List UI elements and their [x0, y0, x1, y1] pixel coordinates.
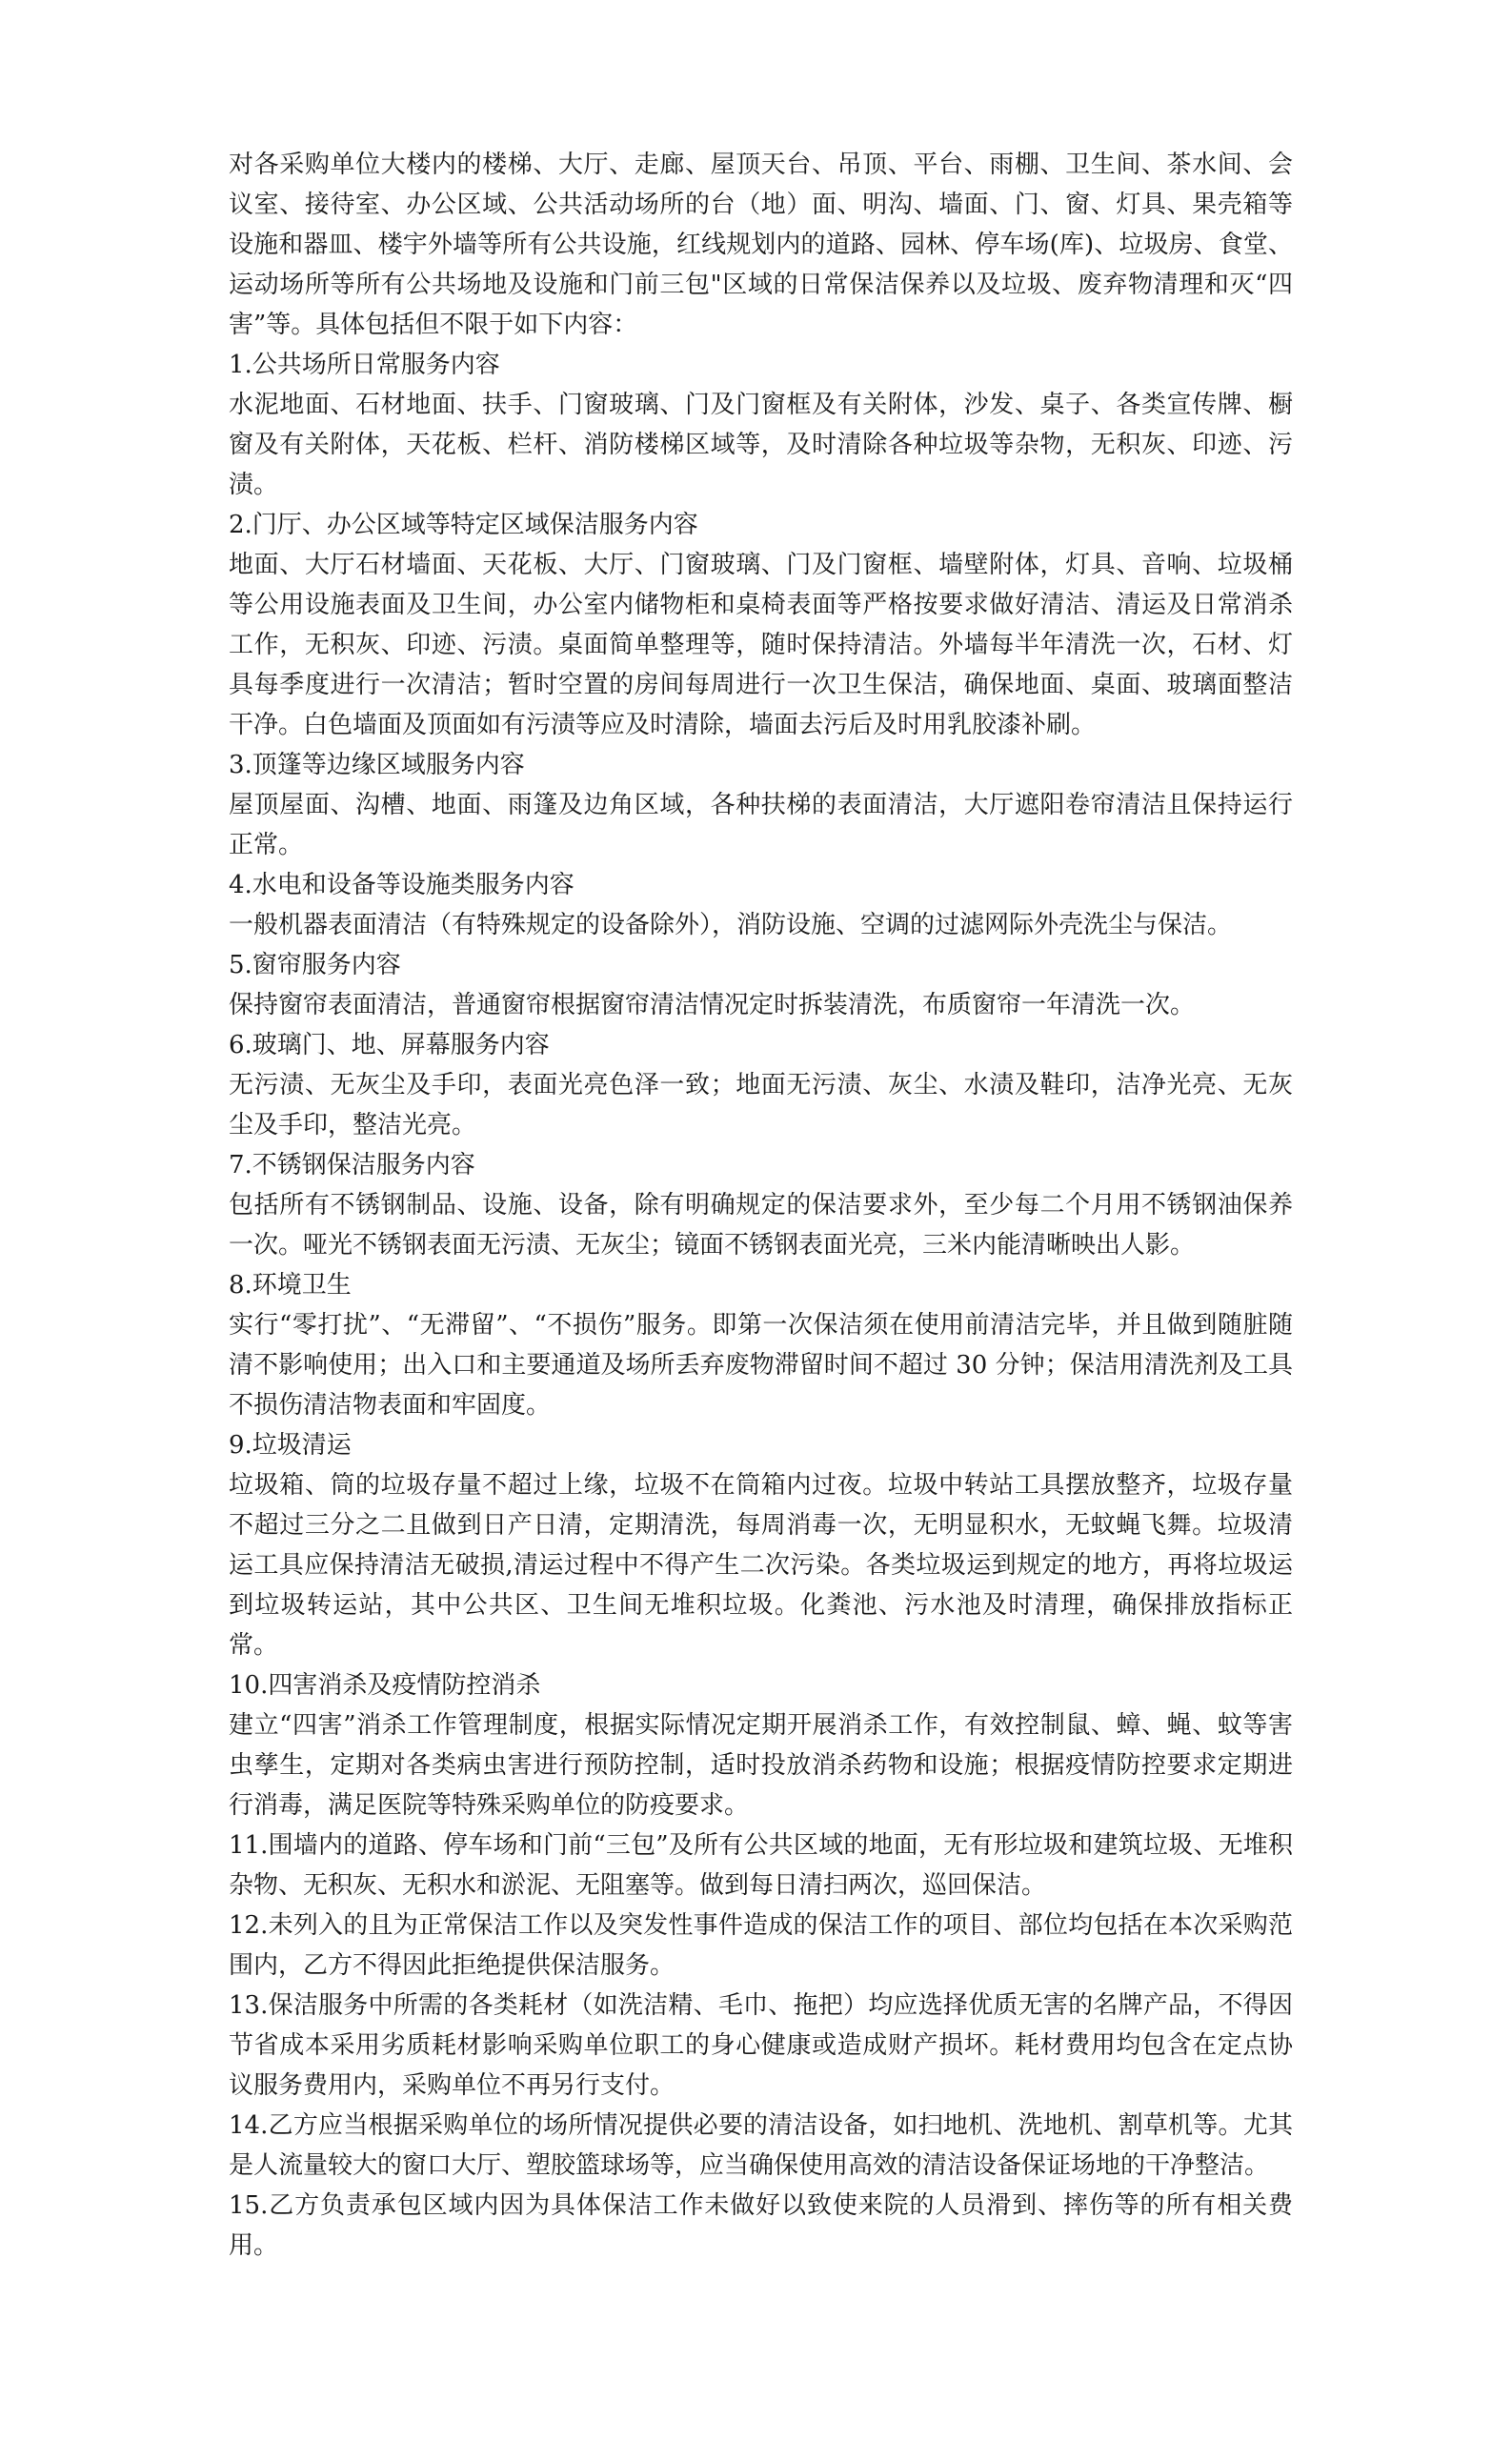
section-heading: 2.门厅、办公区域等特定区域保洁服务内容 — [229, 511, 698, 539]
section-body: 水泥地面、石材地面、扶手、门窗玻璃、门及门窗框及有关附体，沙发、桌子、各类宣传牌、橱窗及有关附体，天花板、栏杆、消防楼梯区域等，及时清除各种垃圾等杂物，无积灰、印迹、污渍。 — [229, 391, 1293, 499]
section-heading: 10.四害消杀及疫情防控消杀 — [229, 1671, 541, 1700]
section-heading: 1.公共场所日常服务内容 — [229, 351, 500, 379]
numbered-item: 15.乙方负责承包区域内因为具体保洁工作未做好以致使来院的人员滑到、摔伤等的所有相关费用。 — [229, 2191, 1293, 2260]
section-body: 一般机器表面清洁（有特殊规定的设备除外），消防设施、空调的过滤网际外壳洗尘与保洁。 — [229, 911, 1233, 939]
section-body: 实行“零打扰”、“无滞留”、“不损伤”服务。即第一次保洁须在使用前清洁完毕，并且做到随脏随清不影响使用；出入口和主要通道及场所丢弃废物滞留时间不超过 30 分钟；保洁用清洗剂及工具不损伤清洁物表面和牢固度。 — [229, 1311, 1293, 1420]
section-heading: 9.垃圾清运 — [229, 1431, 352, 1460]
numbered-item: 11.围墙内的道路、停车场和门前“三包”及所有公共区域的地面，无有形垃圾和建筑垃圾、无堆积杂物、无积灰、无积水和淤泥、无阻塞等。做到每日清扫两次，巡回保洁。 — [229, 1831, 1293, 1900]
numbered-item: 13.保洁服务中所需的各类耗材（如洗洁精、毛巾、拖把）均应选择优质无害的名牌产品，不得因节省成本采用劣质耗材影响采购单位职工的身心健康或造成财产损坏。耗材费用均包含在定点协议服务费用内，采购单位不再另行支付。 — [229, 1991, 1293, 2100]
numbered-item: 14.乙方应当根据采购单位的场所情况提供必要的清洁设备，如扫地机、洗地机、割草机等。尤其是人流量较大的窗口大厅、塑胶篮球场等，应当确保使用高效的清洁设备保证场地的干净整洁。 — [229, 2111, 1293, 2180]
section-heading: 3.顶篷等边缘区域服务内容 — [229, 751, 525, 779]
section-heading: 5.窗帘服务内容 — [229, 951, 401, 979]
section-heading: 6.玻璃门、地、屏幕服务内容 — [229, 1031, 550, 1059]
section-body: 垃圾箱、筒的垃圾存量不超过上缘，垃圾不在筒箱内过夜。垃圾中转站工具摆放整齐，垃圾存量不超过三分之二且做到日产日清，定期清洗，每周消毒一次，无明显积水，无蚊蝇飞舞。垃圾清运工具应保持清洁无破损,清运过程中不得产生二次污染。各类垃圾运到规定的地方，再将垃圾运到垃圾转运站，其中公共区、卫生间无堆积垃圾。化粪池、污水池及时清理，确保排放指标正常。 — [229, 1471, 1293, 1660]
section-body: 建立“四害”消杀工作管理制度，根据实际情况定期开展消杀工作，有效控制鼠、蟑、蝇、蚊等害虫孳生，定期对各类病虫害进行预防控制，适时投放消杀药物和设施；根据疫情防控要求定期进行消毒，满足医院等特殊采购单位的防疫要求。 — [229, 1711, 1293, 1820]
numbered-item: 12.未列入的且为正常保洁工作以及突发性事件造成的保洁工作的项目、部位均包括在本次采购范围内，乙方不得因此拒绝提供保洁服务。 — [229, 1911, 1293, 1980]
section-heading: 8.环境卫生 — [229, 1271, 352, 1300]
section-body: 保持窗帘表面清洁，普通窗帘根据窗帘清洁情况定时拆装清洗，布质窗帘一年清洗一次。 — [229, 991, 1196, 1019]
section-heading: 7.不锈钢保洁服务内容 — [229, 1151, 475, 1180]
intro-paragraph: 对各采购单位大楼内的楼梯、大厅、走廊、屋顶天台、吊顶、平台、雨棚、卫生间、茶水间、会议室、接待室、办公区域、公共活动场所的台（地）面、明沟、墙面、门、窗、灯具、果壳箱等设施和器皿、楼宇外墙等所有公共设施，红线规划内的道路、园林、停车场(库)、垃圾房、食堂、运动场所等所有公共场地及设施和门前三包"区域的日常保洁保养以及垃圾、废弃物清理和灭“四害”等。具体包括但不限于如下内容： — [229, 151, 1293, 339]
section-body: 地面、大厅石材墙面、天花板、大厅、门窗玻璃、门及门窗框、墙壁附体，灯具、音响、垃圾桶等公用设施表面及卫生间，办公室内储物柜和桌椅表面等严格按要求做好清洁、清运及日常消杀工作，无积灰、印迹、污渍。桌面简单整理等，随时保持清洁。外墙每半年清洗一次，石材、灯具每季度进行一次清洁；暂时空置的房间每周进行一次卫生保洁，确保地面、桌面、玻璃面整洁干净。白色墙面及顶面如有污渍等应及时清除，墙面去污后及时用乳胶漆补刷。 — [229, 551, 1293, 739]
section-body: 屋顶屋面、沟槽、地面、雨篷及边角区域，各种扶梯的表面清洁，大厅遮阳卷帘清洁且保持运行正常。 — [229, 791, 1293, 859]
section-body: 包括所有不锈钢制品、设施、设备，除有明确规定的保洁要求外，至少每二个月用不锈钢油保养一次。哑光不锈钢表面无污渍、无灰尘；镜面不锈钢表面光亮，三米内能清晰映出人影。 — [229, 1191, 1293, 1260]
section-body: 无污渍、无灰尘及手印，表面光亮色泽一致；地面无污渍、灰尘、水渍及鞋印，洁净光亮、无灰尘及手印，整洁光亮。 — [229, 1071, 1293, 1139]
section-heading: 4.水电和设备等设施类服务内容 — [229, 871, 575, 899]
